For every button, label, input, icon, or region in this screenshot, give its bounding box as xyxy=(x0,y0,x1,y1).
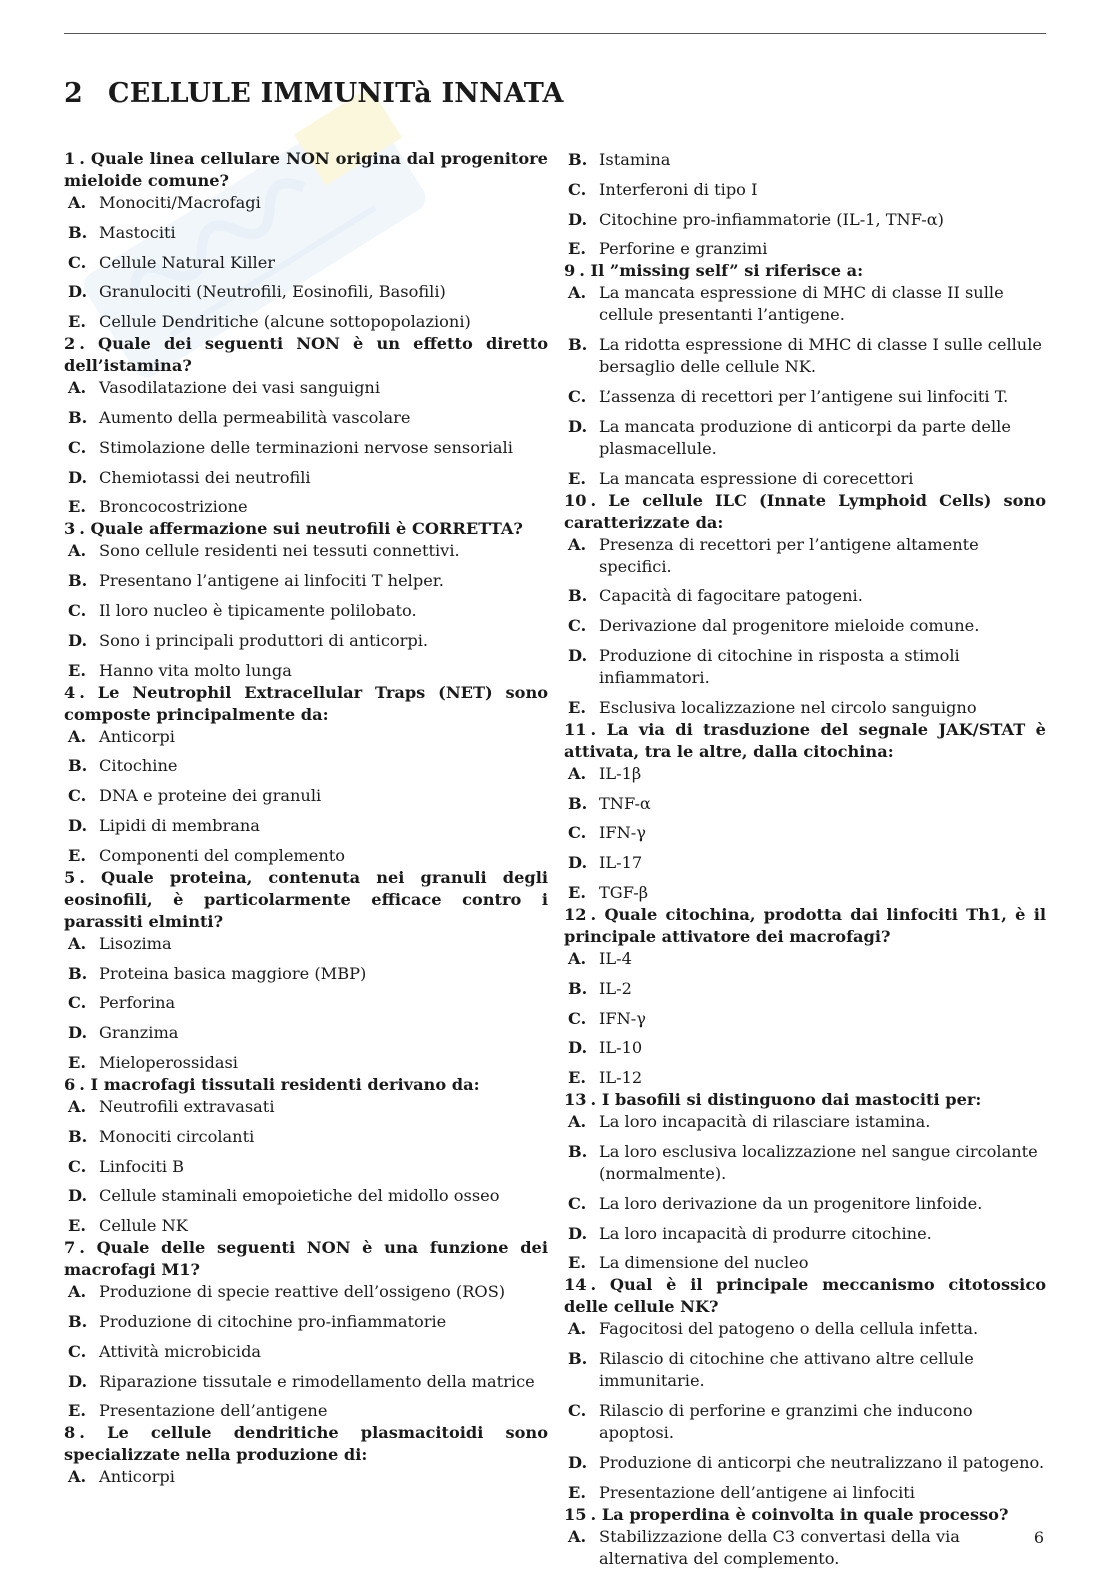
answer-option[interactable] xyxy=(64,407,548,429)
option-text: Riparazione tissutale e rimodellamento della matrice xyxy=(99,1371,535,1391)
option-text: La dimensione del nucleo xyxy=(599,1253,809,1273)
answer-option[interactable] xyxy=(564,416,1046,460)
option-letter: B. xyxy=(68,756,88,776)
answer-option[interactable] xyxy=(564,534,1046,578)
option-text: IL-2 xyxy=(599,978,632,998)
option-text: Monociti/Macrofagi xyxy=(99,193,261,212)
answer-option[interactable] xyxy=(564,1252,1046,1274)
question-number: 4 xyxy=(64,682,76,702)
option-text: Attività microbicida xyxy=(99,1341,262,1361)
question-text: 15 . La properdina è coinvolta in quale processo? xyxy=(564,1504,1009,1524)
option-letter: D. xyxy=(68,1023,88,1043)
option-letter: E. xyxy=(68,660,86,680)
option-letter: A. xyxy=(568,1526,587,1546)
answer-option[interactable] xyxy=(564,1008,1046,1030)
option-text: Istamina xyxy=(599,150,671,169)
question-text: 5 . Quale proteina, contenuta nei granuli degli eosinofili, è particolarmente efficace contro i parassiti elminti? xyxy=(64,867,548,931)
answer-option[interactable] xyxy=(564,645,1046,689)
answer-option[interactable] xyxy=(64,311,548,333)
answer-option[interactable] xyxy=(64,1400,548,1422)
option-letter: A. xyxy=(68,1096,87,1116)
option-text: Linfociti B xyxy=(99,1156,185,1176)
option-text: Neutrofili extravasati xyxy=(99,1096,275,1116)
question-text: 12 . Quale citochina, prodotta dai linfociti Th1, è il principale attivatore dei macrofagi? xyxy=(564,904,1046,946)
option-letter: D. xyxy=(68,467,88,487)
option-letter: E. xyxy=(568,1253,586,1273)
option-letter: C. xyxy=(568,179,587,199)
option-letter: B. xyxy=(68,963,88,983)
option-text: Presenza di recettori per l’antigene altamente specifici. xyxy=(599,534,979,576)
option-text: Stimolazione delle terminazioni nervose sensoriali xyxy=(99,437,513,457)
answer-option[interactable] xyxy=(64,992,548,1014)
answer-option[interactable] xyxy=(64,815,548,837)
answer-option[interactable] xyxy=(564,238,1046,260)
option-letter: A. xyxy=(68,933,87,953)
answer-option[interactable] xyxy=(564,386,1046,408)
option-text: La loro esclusiva localizzazione nel sangue circolante (normalmente). xyxy=(599,1141,1038,1183)
option-letter: A. xyxy=(68,541,87,561)
question-block xyxy=(564,260,1046,489)
question-number: 2 xyxy=(64,334,76,354)
option-text: Presentazione dell’antigene xyxy=(99,1401,328,1421)
page-number: 6 xyxy=(1033,1528,1044,1547)
option-text: La mancata espressione di MHC di classe II sulle cellule presentanti l’antigene. xyxy=(599,283,1004,325)
question-prompt: I basofili si distinguono dai mastociti per: xyxy=(601,1090,982,1110)
option-letter: E. xyxy=(68,312,86,332)
option-text: Cellule Natural Killer xyxy=(99,252,276,272)
option-letter: B. xyxy=(568,150,588,169)
option-text: Citochine pro-infiammatorie (IL-1, TNF-α) xyxy=(599,209,944,229)
option-text: Rilascio di citochine che attivano altre cellule immunitarie. xyxy=(599,1349,974,1391)
option-letter: B. xyxy=(68,407,88,427)
option-letter: D. xyxy=(568,1038,588,1058)
question-block xyxy=(64,518,548,681)
answer-option[interactable] xyxy=(64,660,548,682)
option-text: Stabilizzazione della C3 convertasi della via alternativa del complemento. xyxy=(599,1526,960,1568)
question-block xyxy=(64,1422,548,1488)
option-text: Granzima xyxy=(99,1023,179,1043)
question-block xyxy=(64,1237,548,1422)
question-number: 6 xyxy=(64,1074,76,1094)
option-text: Presentazione dell’antigene ai linfociti xyxy=(599,1482,915,1502)
option-letter: D. xyxy=(568,416,588,436)
section-number: 2 xyxy=(64,78,83,109)
option-letter: D. xyxy=(68,282,88,302)
option-text: Granulociti (Neutrofili, Eosinofili, Basofili) xyxy=(99,282,446,302)
answer-option[interactable] xyxy=(64,377,548,399)
question-text: 1 . Quale linea cellulare NON origina dal progenitore mieloide comune? xyxy=(64,149,548,190)
answer-option[interactable] xyxy=(64,600,548,622)
option-letter: C. xyxy=(68,993,87,1013)
question-number: 9 xyxy=(564,261,576,281)
answer-option[interactable] xyxy=(64,785,548,807)
answer-option[interactable] xyxy=(564,822,1046,844)
answer-option[interactable] xyxy=(564,948,1046,970)
question-prompt: Qual è il principale meccanismo citotossico delle cellule NK? xyxy=(564,1275,1046,1317)
question-prompt: Quale affermazione sui neutrofili è CORRETTA? xyxy=(90,519,523,539)
option-letter: E. xyxy=(568,1482,586,1502)
option-letter: B. xyxy=(68,222,88,242)
answer-option[interactable] xyxy=(564,978,1046,1000)
answer-option[interactable] xyxy=(564,1452,1046,1474)
answer-option[interactable] xyxy=(64,726,548,748)
option-text: IL-1β xyxy=(599,763,642,783)
option-letter: E. xyxy=(68,1401,86,1421)
answer-option[interactable] xyxy=(564,1400,1046,1444)
answer-option[interactable] xyxy=(64,1096,548,1118)
question-number: 15 xyxy=(564,1504,587,1524)
question-block xyxy=(564,490,1046,719)
option-letter: B. xyxy=(568,978,588,998)
question-text: 6 . I macrofagi tissutali residenti derivano da: xyxy=(64,1074,480,1094)
option-letter: C. xyxy=(68,1156,87,1176)
question-block xyxy=(564,1274,1046,1503)
option-text: IFN-γ xyxy=(599,1008,646,1028)
option-text: Sono cellule residenti nei tessuti connettivi. xyxy=(99,541,460,561)
answer-option[interactable] xyxy=(564,1318,1046,1340)
option-letter: A. xyxy=(68,378,87,398)
option-text: Lisozima xyxy=(99,933,172,953)
option-letter: A. xyxy=(568,948,587,968)
option-text: Aumento della permeabilità vascolare xyxy=(99,407,411,427)
option-letter: C. xyxy=(568,386,587,406)
option-letter: C. xyxy=(68,600,87,620)
answer-option[interactable] xyxy=(64,281,548,303)
option-letter: D. xyxy=(68,815,88,835)
option-text: IL-10 xyxy=(599,1038,643,1058)
option-text: Produzione di anticorpi che neutralizzano il patogeno. xyxy=(599,1452,1045,1472)
question-text: 8 . Le cellule dendritiche plasmacitoidi sono specializzate nella produzione di: xyxy=(64,1423,549,1465)
option-letter: C. xyxy=(568,823,587,843)
option-letter: E. xyxy=(68,845,86,865)
option-text: La mancata produzione di anticorpi da parte delle plasmacellule. xyxy=(599,416,1011,458)
question-text: 10 . Le cellule ILC (Innate Lymphoid Cells) sono caratterizzate da: xyxy=(564,490,1046,532)
option-text: TNF-α xyxy=(599,793,651,813)
option-letter: B. xyxy=(68,1126,88,1146)
answer-option[interactable] xyxy=(564,585,1046,607)
option-letter: C. xyxy=(68,437,87,457)
option-letter: B. xyxy=(68,1311,88,1331)
option-text: IFN-γ xyxy=(599,823,646,843)
option-letter: C. xyxy=(568,1008,587,1028)
option-text: IL-12 xyxy=(599,1068,643,1088)
option-letter: D. xyxy=(68,630,88,650)
option-text: La loro incapacità di rilasciare istamina. xyxy=(599,1112,931,1132)
answer-option[interactable] xyxy=(564,882,1046,904)
option-text: Anticorpi xyxy=(99,726,175,746)
option-text: Mieloperossidasi xyxy=(99,1052,238,1072)
question-number: 11 xyxy=(564,719,587,739)
option-text: Vasodilatazione dei vasi sanguigni xyxy=(99,378,381,398)
answer-option[interactable] xyxy=(564,209,1046,231)
answer-option[interactable] xyxy=(564,1067,1046,1089)
answer-option[interactable] xyxy=(64,1371,548,1393)
option-letter: A. xyxy=(568,283,587,303)
answer-option[interactable] xyxy=(64,570,548,592)
option-letter: D. xyxy=(568,1452,588,1472)
option-letter: B. xyxy=(568,1349,588,1369)
option-text: Interferoni di tipo I xyxy=(599,179,758,199)
option-letter: B. xyxy=(568,1141,588,1161)
option-text: L’assenza di recettori per l’antigene sui linfociti T. xyxy=(599,386,1009,406)
answer-option[interactable] xyxy=(564,852,1046,874)
question-prompt: Quale delle seguenti NON è una funzione dei macrofagi M1? xyxy=(64,1238,548,1280)
question-block xyxy=(564,719,1046,904)
option-text: Capacità di fagocitare patogeni. xyxy=(599,586,863,606)
question-number: 7 xyxy=(64,1238,76,1258)
option-letter: A. xyxy=(568,1112,587,1132)
question-number: 8 xyxy=(64,1423,76,1443)
option-text: Hanno vita molto lunga xyxy=(99,660,292,680)
answer-option[interactable] xyxy=(64,437,548,459)
option-text: Il loro nucleo è tipicamente polilobato. xyxy=(99,600,417,620)
option-text: Presentano l’antigene ai linfociti T helper. xyxy=(99,571,444,591)
question-number: 13 xyxy=(564,1090,587,1110)
section-title xyxy=(64,78,564,109)
option-text: Componenti del complemento xyxy=(99,845,345,865)
option-letter: A. xyxy=(68,726,87,746)
option-letter: C. xyxy=(568,616,587,636)
option-text: Citochine xyxy=(99,756,178,776)
answer-option[interactable] xyxy=(564,1111,1046,1133)
option-letter: E. xyxy=(68,1052,86,1072)
right-column xyxy=(564,149,1046,1570)
answer-option[interactable] xyxy=(564,282,1046,326)
answer-option[interactable] xyxy=(64,252,548,274)
option-text: Produzione di specie reattive dell’ossigeno (ROS) xyxy=(99,1282,506,1302)
option-letter: D. xyxy=(568,209,588,229)
question-block xyxy=(64,867,548,1074)
header-rule xyxy=(64,33,1046,34)
option-text: Chemiotassi dei neutrofili xyxy=(99,467,311,487)
option-text: Sono i principali produttori di anticorpi. xyxy=(99,630,429,650)
answer-option[interactable] xyxy=(64,1185,548,1207)
option-text: Monociti circolanti xyxy=(99,1126,255,1146)
answer-option[interactable] xyxy=(564,1223,1046,1245)
answer-option[interactable] xyxy=(64,467,548,489)
option-text: La loro derivazione da un progenitore linfoide. xyxy=(599,1193,983,1213)
answer-option[interactable] xyxy=(64,1052,548,1074)
question-block xyxy=(64,333,548,518)
option-letter: E. xyxy=(68,497,86,517)
option-text: DNA e proteine dei granuli xyxy=(99,786,322,806)
option-letter: B. xyxy=(568,793,588,813)
question-block-continued xyxy=(564,149,1046,260)
option-text: Rilascio di perforine e granzimi che inducono apoptosi. xyxy=(599,1400,973,1442)
answer-option[interactable] xyxy=(64,755,548,777)
option-text: Produzione di citochine pro-infiammatorie xyxy=(99,1311,447,1331)
question-text: 4 . Le Neutrophil Extracellular Traps (NET) sono composte principalmente da: xyxy=(64,682,549,724)
option-letter: E. xyxy=(568,239,586,259)
option-text: Cellule NK xyxy=(99,1216,188,1236)
option-text: Esclusiva localizzazione nel circolo sanguigno xyxy=(599,697,977,717)
question-number: 3 xyxy=(64,519,76,539)
question-text: 14 . Qual è il principale meccanismo citotossico delle cellule NK? xyxy=(564,1275,1046,1317)
question-prompt: Le cellule ILC (Innate Lymphoid Cells) sono caratterizzate da: xyxy=(564,490,1046,532)
question-prompt: I macrofagi tissutali residenti derivano da: xyxy=(90,1074,480,1094)
answer-option[interactable] xyxy=(564,334,1046,378)
option-letter: D. xyxy=(68,1186,88,1206)
answer-option[interactable] xyxy=(564,1348,1046,1392)
answer-option[interactable] xyxy=(64,1215,548,1237)
answer-option[interactable] xyxy=(64,1466,548,1488)
option-letter: B. xyxy=(568,586,588,606)
option-letter: E. xyxy=(568,882,586,902)
option-letter: C. xyxy=(68,786,87,806)
option-text: Perforine e granzimi xyxy=(599,239,768,259)
option-text: Cellule staminali emopoietiche del midollo osseo xyxy=(99,1186,500,1206)
question-block xyxy=(564,1504,1046,1570)
option-letter: A. xyxy=(568,1319,587,1339)
answer-option[interactable] xyxy=(64,192,548,214)
option-text: IL-4 xyxy=(599,948,632,968)
answer-option[interactable] xyxy=(64,222,548,244)
question-text: 11 . La via di trasduzione del segnale JAK/STAT è attivata, tra le altre, dalla citochina: xyxy=(564,719,1046,761)
answer-option[interactable] xyxy=(564,1482,1046,1504)
answer-option[interactable] xyxy=(564,615,1046,637)
question-prompt: Quale linea cellulare NON origina dal progenitore mieloide comune? xyxy=(64,149,548,190)
option-letter: A. xyxy=(568,763,587,783)
question-prompt: Quale dei seguenti NON è un effetto diretto dell’istamina? xyxy=(64,334,548,376)
answer-option[interactable] xyxy=(64,1341,548,1363)
answer-option[interactable] xyxy=(64,1281,548,1303)
option-letter: A. xyxy=(68,193,87,212)
question-text: 3 . Quale affermazione sui neutrofili è CORRETTA? xyxy=(64,519,523,539)
option-text: Fagocitosi del patogeno o della cellula infetta. xyxy=(599,1319,979,1339)
question-prompt: Quale proteina, contenuta nei granuli degli eosinofili, è particolarmente efficace contro i parassiti elminti? xyxy=(64,867,548,931)
option-text: Cellule Dendritiche (alcune sottopopolazioni) xyxy=(99,312,471,332)
option-letter: C. xyxy=(68,252,87,272)
question-prompt: Il ”missing self” si riferisce a: xyxy=(590,261,864,281)
option-letter: D. xyxy=(568,853,588,873)
option-letter: D. xyxy=(568,1223,588,1243)
option-text: Produzione di citochine in risposta a stimoli infiammatori. xyxy=(599,645,960,687)
question-text: 13 . I basofili si distinguono dai mastociti per: xyxy=(564,1090,982,1110)
answer-option[interactable] xyxy=(64,1156,548,1178)
answer-option[interactable] xyxy=(64,933,548,955)
section-title-text: CELLULE IMMUNITà INNATA xyxy=(108,78,564,109)
answer-option[interactable] xyxy=(564,1141,1046,1185)
option-text: La ridotta espressione di MHC di classe I sulle cellule bersaglio delle cellule NK. xyxy=(599,335,1042,377)
question-block xyxy=(564,1089,1046,1274)
answer-option[interactable] xyxy=(564,1193,1046,1215)
question-prompt: Le Neutrophil Extracellular Traps (NET) sono composte principalmente da: xyxy=(64,682,549,724)
answer-option[interactable] xyxy=(64,496,548,518)
option-letter: E. xyxy=(568,1068,586,1088)
answer-option[interactable] xyxy=(64,540,548,562)
option-letter: A. xyxy=(68,1282,87,1302)
answer-option[interactable] xyxy=(564,763,1046,785)
option-letter: D. xyxy=(68,1371,88,1391)
option-letter: A. xyxy=(68,1467,87,1487)
left-column xyxy=(64,148,548,1488)
question-block xyxy=(64,1074,548,1237)
question-number: 5 xyxy=(64,867,76,887)
option-text: Mastociti xyxy=(99,222,176,242)
answer-option[interactable] xyxy=(564,1526,1046,1570)
question-block xyxy=(64,682,548,867)
option-text: TGF-β xyxy=(599,882,649,902)
option-letter: C. xyxy=(568,1193,587,1213)
option-text: Anticorpi xyxy=(99,1467,175,1487)
option-text: Derivazione dal progenitore mieloide comune. xyxy=(599,616,980,636)
option-letter: D. xyxy=(568,645,588,665)
answer-option[interactable] xyxy=(64,963,548,985)
answer-option[interactable] xyxy=(64,630,548,652)
question-text: 9 . Il ”missing self” si riferisce a: xyxy=(564,261,864,281)
option-text: La mancata espressione di corecettori xyxy=(599,468,914,488)
option-text: Lipidi di membrana xyxy=(99,815,260,835)
option-letter: C. xyxy=(568,1400,587,1420)
question-block xyxy=(64,148,548,333)
question-number: 10 xyxy=(564,490,587,510)
answer-option[interactable] xyxy=(64,1126,548,1148)
option-letter: B. xyxy=(68,571,88,591)
question-text: 2 . Quale dei seguenti NON è un effetto diretto dell’istamina? xyxy=(64,334,548,376)
option-letter: E. xyxy=(68,1216,86,1236)
answer-option[interactable] xyxy=(564,468,1046,490)
answer-option[interactable] xyxy=(64,1022,548,1044)
option-letter: C. xyxy=(68,1341,87,1361)
question-block xyxy=(564,904,1046,1089)
option-text: La loro incapacità di produrre citochine. xyxy=(599,1223,932,1243)
option-letter: A. xyxy=(568,534,587,554)
answer-option[interactable] xyxy=(564,179,1046,201)
option-letter: E. xyxy=(568,468,586,488)
option-letter: B. xyxy=(568,335,588,355)
option-text: IL-17 xyxy=(599,853,643,873)
question-prompt: La properdina è coinvolta in quale processo? xyxy=(601,1504,1009,1524)
answer-option[interactable] xyxy=(64,1311,548,1333)
question-prompt: Le cellule dendritiche plasmacitoidi sono specializzate nella produzione di: xyxy=(64,1423,549,1465)
question-prompt: Quale citochina, prodotta dai linfociti Th1, è il principale attivatore dei macrofagi? xyxy=(564,904,1046,946)
question-number: 12 xyxy=(564,904,587,924)
question-number: 1 xyxy=(64,149,76,168)
question-number: 14 xyxy=(564,1275,587,1295)
option-letter: E. xyxy=(568,697,586,717)
answer-option[interactable] xyxy=(564,1037,1046,1059)
question-text: 7 . Quale delle seguenti NON è una funzione dei macrofagi M1? xyxy=(64,1238,548,1280)
answer-option[interactable] xyxy=(564,793,1046,815)
option-text: Broncocostrizione xyxy=(99,497,248,517)
answer-option[interactable] xyxy=(564,149,1046,171)
answer-option[interactable] xyxy=(64,845,548,867)
option-text: Perforina xyxy=(99,993,176,1013)
question-prompt: La via di trasduzione del segnale JAK/STAT è attivata, tra le altre, dalla citochina: xyxy=(564,719,1046,761)
option-text: Proteina basica maggiore (MBP) xyxy=(99,963,367,983)
answer-option[interactable] xyxy=(564,697,1046,719)
